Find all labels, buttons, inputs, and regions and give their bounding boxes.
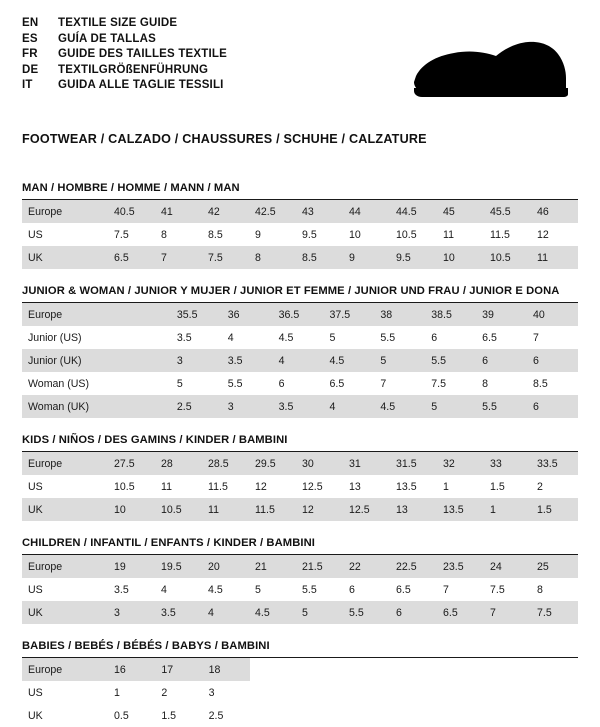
cell: 1.5 — [490, 480, 505, 493]
cell: 11.5 — [490, 228, 510, 241]
cell — [120, 395, 171, 418]
section-title: BABIES / BEBÉS / BÉBÉS / BABYS / BAMBINI — [22, 640, 578, 658]
row-label: US — [28, 228, 43, 241]
row-label: Junior (US) — [28, 331, 82, 344]
row-label: US — [28, 480, 43, 493]
cell: 7.5 — [202, 246, 249, 269]
table-row — [22, 704, 250, 727]
language-code: DE — [22, 63, 39, 76]
cell: 10 — [437, 246, 484, 269]
cell: 10.5 — [484, 246, 531, 269]
cell: 31 — [343, 452, 390, 475]
cell: 22.5 — [390, 555, 437, 578]
cell: 19.5 — [155, 555, 202, 578]
cell: 17 — [155, 658, 202, 681]
cell: 2.5 — [171, 395, 222, 418]
cell: 9 — [343, 246, 390, 269]
section-title: CHILDREN / INFANTIL / ENFANTS / KINDER / BAMBINI — [22, 537, 578, 555]
cell: 3.5 — [114, 583, 129, 596]
cell: 33.5 — [531, 452, 578, 475]
cell: 13 — [390, 498, 437, 521]
language-code: FR — [22, 48, 38, 61]
cell: 8.5 — [533, 377, 548, 390]
cell: 3.5 — [222, 349, 273, 372]
cell: 30 — [296, 452, 343, 475]
cell: 4.5 — [208, 583, 223, 596]
cell: 22 — [343, 555, 390, 578]
table-row — [22, 303, 578, 326]
cell: 10 — [349, 228, 361, 241]
language-code: EN — [22, 17, 39, 29]
cell: 5.5 — [476, 395, 527, 418]
section-kids — [22, 434, 578, 521]
section-title: MAN / HOMBRE / HOMME / MANN / MAN — [22, 182, 578, 200]
cell: 0.5 — [114, 709, 129, 722]
cell: 11 — [202, 498, 249, 521]
cell: 7 — [533, 331, 539, 344]
cell — [120, 326, 171, 349]
cell: 6 — [278, 377, 285, 390]
row-label: Junior (UK) — [22, 349, 120, 372]
cell: 12 — [255, 480, 267, 493]
cell: 5 — [329, 331, 336, 344]
cell: 12 — [296, 498, 343, 521]
cell: 6.5 — [396, 583, 411, 596]
cell: 5.5 — [380, 331, 396, 344]
table-row — [22, 349, 578, 372]
cell: 8 — [161, 228, 167, 241]
cell: 40.5 — [108, 200, 155, 223]
section-title: KIDS / NIÑOS / DES GAMINS / KINDER / BAMBINI — [22, 434, 578, 452]
cell: 4.5 — [278, 331, 294, 344]
row-label: US — [28, 686, 43, 699]
section-man — [22, 182, 578, 269]
cell: 4.5 — [249, 601, 296, 624]
language-title: TEXTILGRÖßENFÜHRUNG — [58, 63, 209, 76]
row-label: Europe — [22, 303, 120, 326]
cell — [120, 303, 171, 326]
size-table-babies — [22, 658, 250, 727]
cell: 13 — [349, 480, 361, 493]
table-row — [22, 658, 250, 681]
row-label: Europe — [22, 452, 108, 475]
cell: 38.5 — [425, 303, 476, 326]
cell: 2.5 — [208, 709, 224, 722]
table-row — [22, 326, 578, 349]
cell: 28.5 — [202, 452, 249, 475]
cell: 5.5 — [425, 349, 476, 372]
table-row — [22, 475, 578, 498]
cell: 36 — [222, 303, 273, 326]
table-row — [22, 498, 578, 521]
cell: 8 — [249, 246, 296, 269]
cell: 5.5 — [227, 377, 243, 390]
cell: 9 — [255, 228, 261, 241]
document-header — [22, 16, 578, 116]
cell: 6 — [431, 331, 438, 344]
cell: 4 — [161, 583, 167, 596]
row-label: UK — [22, 246, 108, 269]
cell: 2 — [537, 480, 543, 493]
row-label: US — [28, 583, 43, 596]
row-label: UK — [22, 601, 108, 624]
table-row — [22, 578, 578, 601]
cell: 29.5 — [249, 452, 296, 475]
cell: 3 — [208, 686, 215, 699]
cell: 4 — [202, 601, 249, 624]
cell: 11.5 — [249, 498, 296, 521]
cell: 40 — [527, 303, 578, 326]
cell: 27.5 — [108, 452, 155, 475]
section-junior-woman — [22, 285, 578, 418]
cell: 1.5 — [161, 709, 177, 722]
section-babies — [22, 640, 578, 727]
cell: 8 — [537, 583, 543, 596]
table-row — [22, 395, 578, 418]
size-table-man — [22, 200, 578, 269]
cell: 7 — [443, 583, 449, 596]
cell: 21.5 — [296, 555, 343, 578]
cell: 4 — [273, 349, 324, 372]
cell: 10.5 — [155, 498, 202, 521]
cell: 18 — [203, 658, 250, 681]
cell: 6.5 — [482, 331, 497, 344]
cell: 10.5 — [396, 228, 417, 241]
cell: 10 — [108, 498, 155, 521]
row-label: UK — [28, 709, 43, 722]
dress-shoe-icon — [392, 30, 572, 108]
cell: 9.5 — [390, 246, 437, 269]
cell: 39 — [476, 303, 527, 326]
cell: 44.5 — [390, 200, 437, 223]
cell: 32 — [437, 452, 484, 475]
cell: 13.5 — [396, 480, 417, 493]
cell: 37.5 — [324, 303, 375, 326]
cell: 11 — [161, 480, 172, 493]
language-code: ES — [22, 32, 38, 45]
cell: 6 — [349, 583, 355, 596]
cell: 11.5 — [208, 480, 228, 493]
cell: 1 — [114, 686, 120, 699]
cell: 7.5 — [114, 228, 129, 241]
cell: 36.5 — [273, 303, 324, 326]
cell: 5 — [425, 395, 476, 418]
cell: 6 — [527, 395, 578, 418]
language-title: GUIDA ALLE TAGLIE TESSILI — [58, 79, 224, 92]
table-row — [22, 452, 578, 475]
cell: 42 — [202, 200, 249, 223]
cell: 44 — [343, 200, 390, 223]
row-label: Europe — [22, 555, 108, 578]
cell: 5 — [176, 377, 183, 390]
cell: 6 — [390, 601, 437, 624]
cell: 12.5 — [343, 498, 390, 521]
cell: 6.5 — [108, 246, 155, 269]
cell: 5.5 — [343, 601, 390, 624]
row-label: UK — [22, 498, 108, 521]
size-table-children — [22, 555, 578, 624]
cell: 4 — [324, 395, 375, 418]
size-table-kids — [22, 452, 578, 521]
cell: 35.5 — [171, 303, 222, 326]
row-label: Europe — [22, 200, 108, 223]
table-row — [22, 681, 250, 704]
row-label: Europe — [22, 658, 108, 681]
language-title: GUIDE DES TAILLES TEXTILE — [58, 48, 227, 61]
row-label: Woman (US) — [28, 377, 90, 390]
cell: 20 — [202, 555, 249, 578]
cell: 24 — [484, 555, 531, 578]
cell: 3 — [171, 349, 222, 372]
cell — [120, 349, 171, 372]
cell: 4 — [227, 331, 234, 344]
cell: 6.5 — [437, 601, 484, 624]
section-children — [22, 537, 578, 624]
size-table-junior-woman — [22, 303, 578, 418]
cell: 25 — [531, 555, 578, 578]
cell: 8.5 — [296, 246, 343, 269]
cell: 7.5 — [490, 583, 505, 596]
cell: 7 — [380, 377, 387, 390]
cell: 28 — [155, 452, 202, 475]
cell: 45.5 — [484, 200, 531, 223]
cell: 23.5 — [437, 555, 484, 578]
table-row — [22, 555, 578, 578]
cell: 7.5 — [531, 601, 578, 624]
table-row — [22, 200, 578, 223]
cell: 21 — [249, 555, 296, 578]
row-label: Woman (UK) — [22, 395, 120, 418]
cell: 4.5 — [374, 395, 425, 418]
language-title: TEXTILE SIZE GUIDE — [58, 17, 178, 29]
language-title: GUÍA DE TALLAS — [58, 32, 156, 45]
table-row — [22, 246, 578, 269]
cell: 6.5 — [329, 377, 345, 390]
cell: 38 — [374, 303, 425, 326]
cell: 45 — [437, 200, 484, 223]
cell: 3 — [108, 601, 155, 624]
cell: 7 — [484, 601, 531, 624]
language-code: IT — [22, 79, 33, 92]
cell: 41 — [155, 200, 202, 223]
cell: 6 — [527, 349, 578, 372]
cell: 31.5 — [390, 452, 437, 475]
cell: 2 — [161, 686, 168, 699]
table-row — [22, 223, 578, 246]
cell: 43 — [296, 200, 343, 223]
cell: 12 — [537, 228, 549, 241]
cell: 3.5 — [176, 331, 192, 344]
cell: 1.5 — [531, 498, 578, 521]
cell: 11 — [531, 246, 578, 269]
cell: 3.5 — [155, 601, 202, 624]
cell: 5.5 — [302, 583, 317, 596]
cell: 19 — [108, 555, 155, 578]
cell — [120, 372, 171, 395]
cell: 10.5 — [114, 480, 135, 493]
cell: 1 — [484, 498, 531, 521]
footwear-heading: FOOTWEAR / CALZADO / CHAUSSURES / SCHUHE / CALZATURE — [22, 132, 427, 146]
table-row — [22, 372, 578, 395]
cell: 16 — [108, 658, 155, 681]
cell: 1 — [443, 480, 449, 493]
cell: 13.5 — [437, 498, 484, 521]
cell: 3.5 — [273, 395, 324, 418]
cell: 8 — [482, 377, 489, 390]
cell: 7 — [155, 246, 202, 269]
cell: 12.5 — [302, 480, 323, 493]
cell: 5 — [255, 583, 261, 596]
section-title: JUNIOR & WOMAN / JUNIOR Y MUJER / JUNIOR ET FEMME / JUNIOR UND FRAU / JUNIOR E DONA — [22, 285, 578, 303]
cell: 5 — [374, 349, 425, 372]
cell: 3 — [222, 395, 273, 418]
cell: 5 — [296, 601, 343, 624]
cell: 6 — [476, 349, 527, 372]
cell: 4.5 — [324, 349, 375, 372]
cell: 7.5 — [431, 377, 446, 390]
cell: 46 — [531, 200, 578, 223]
cell: 33 — [484, 452, 531, 475]
cell: 9.5 — [302, 228, 317, 241]
cell: 42.5 — [249, 200, 296, 223]
cell: 11 — [443, 228, 454, 241]
cell: 8.5 — [208, 228, 223, 241]
table-row — [22, 601, 578, 624]
